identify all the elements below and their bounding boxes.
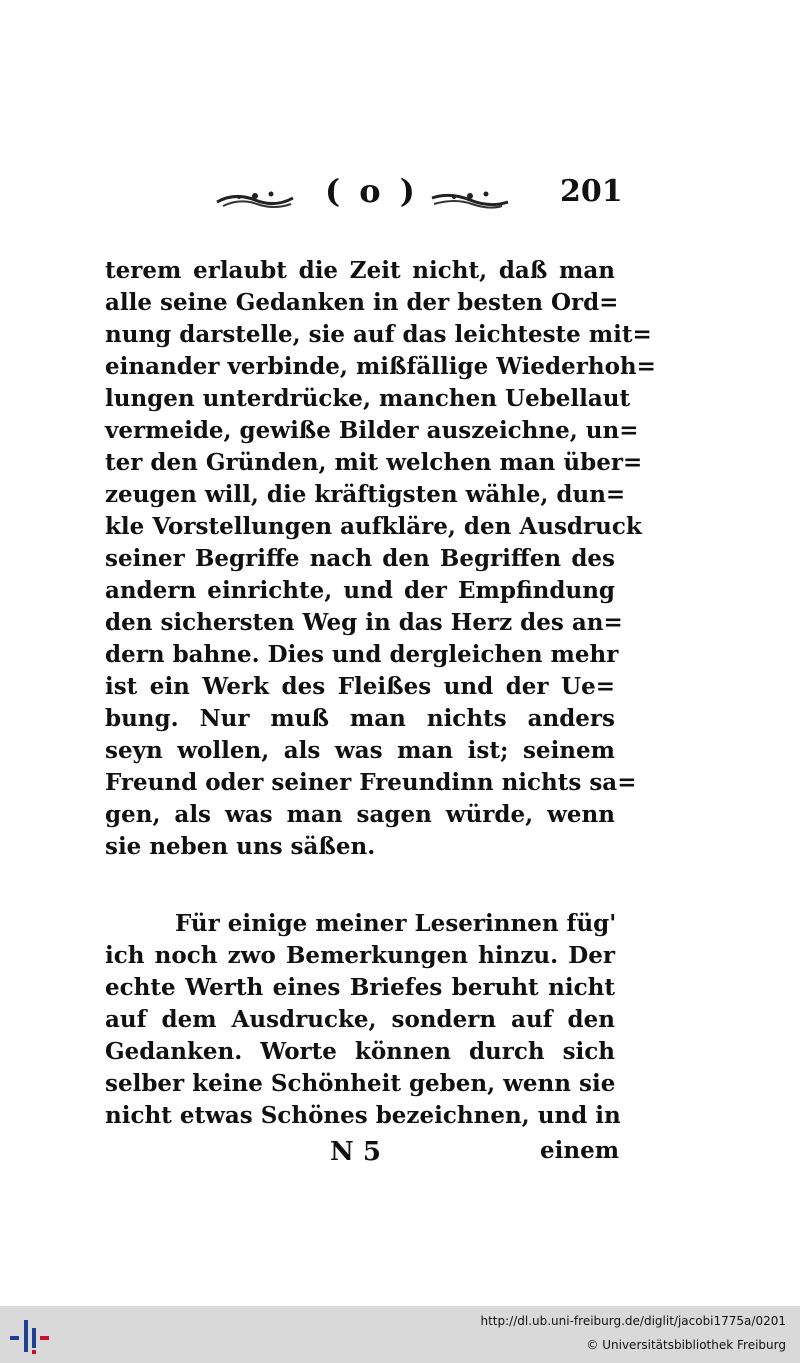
text-line: ist ein Werk des Fleißes und der Ue=	[105, 673, 615, 700]
paragraph-1	[105, 255, 656, 863]
text-line: Freund oder seiner Freundinn nichts sa=	[105, 769, 637, 796]
text-line: vermeide, gewiße Bilder auszeichne, un=	[105, 417, 639, 444]
text-line: andern einrichte, und der Empfindung	[105, 577, 615, 604]
text-line: Gedanken. Worte können durch sich	[105, 1038, 615, 1065]
catchword: einem	[540, 1137, 620, 1164]
text-line: zeugen will, die kräftigsten wähle, dun=	[105, 481, 626, 508]
text-line: ter den Gründen, mit welchen man über=	[105, 449, 643, 476]
text-line: kle Vorstellungen aufkläre, den Ausdruck	[105, 513, 642, 540]
text-line: den sichersten Weg in das Herz des an=	[105, 609, 623, 636]
text-line: ich noch zwo Bemerkungen hinzu. Der	[105, 942, 615, 969]
text-line: Für einige meiner Leserinnen füg'	[175, 910, 617, 937]
text-line: echte Werth eines Briefes beruht nicht	[105, 974, 615, 1001]
page-marker: ( o )	[325, 172, 419, 210]
text-line: selber keine Schönheit geben, wenn sie	[105, 1070, 616, 1097]
page-header	[215, 168, 623, 228]
text-line: seyn wollen, als was man ist; seinem	[105, 737, 615, 764]
text-line: sie neben uns säßen.	[105, 833, 376, 860]
ub-freiburg-logo-icon[interactable]	[8, 1314, 52, 1356]
left-ornament-icon	[215, 188, 295, 210]
text-line: terem erlaubt die Zeit nicht, daß man	[105, 257, 615, 284]
permalink-url[interactable]: http://dl.ub.uni-freiburg.de/diglit/jacobi1775a/0201	[480, 1314, 786, 1328]
text-line: nicht etwas Schönes bezeichnen, und in	[105, 1102, 621, 1129]
viewer-footer-bar	[0, 1306, 800, 1363]
text-line: auf dem Ausdrucke, sondern auf den	[105, 1006, 615, 1033]
text-line: einander verbinde, mißfällige Wiederhoh=	[105, 353, 656, 380]
paragraph-2	[105, 908, 621, 1132]
text-line: gen, als was man sagen würde, wenn	[105, 801, 615, 828]
text-line: seiner Begriffe nach den Begriffen des	[105, 545, 615, 572]
page-number: 201	[560, 174, 623, 209]
text-line: alle seine Gedanken in der besten Ord=	[105, 289, 619, 316]
right-ornament-icon	[430, 188, 510, 210]
signature-mark: N 5	[330, 1137, 381, 1167]
text-line: dern bahne. Dies und dergleichen mehr	[105, 641, 619, 668]
copyright-text: © Universitätsbibliothek Freiburg	[586, 1338, 786, 1352]
text-line: lungen unterdrücke, manchen Uebellaut	[105, 385, 631, 412]
text-line: bung. Nur muß man nichts anders	[105, 705, 615, 732]
text-line: nung darstelle, sie auf das leichteste mit=	[105, 321, 652, 348]
